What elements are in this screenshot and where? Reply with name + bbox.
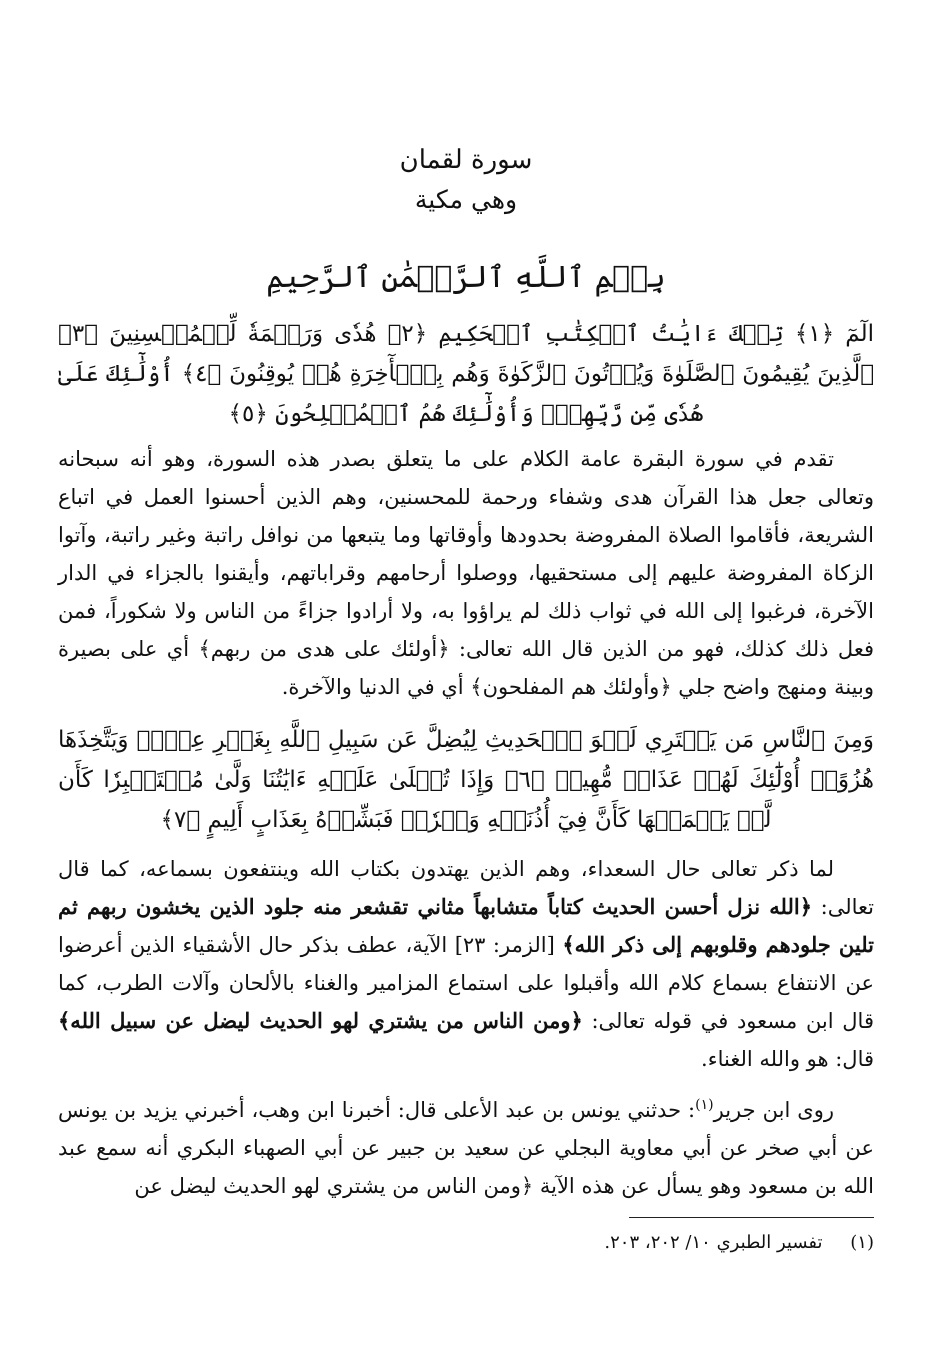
commentary-paragraph-1: تقدم في سورة البقرة عامة الكلام على ما يتعلق بصدر هذه السورة، وهو أنه سبحانه وتعالى جعل هذا القرآن هدى وشفاء ورحمة للمحسنين، وهم الذين أحسنوا العمل في اتباع الشريعة، فأقاموا الصلاة المفروضة بحدودها وأوقاتها وما يتبعها من نوافل راتبة وغير راتبة، وآتوا الزكاة المفروضة عليهم إلى مستحقيها، ووصلوا أرحامهم وقراباتهم، وأيقنوا بالجزاء في الدار الآخرة، فرغبوا إلى الله في ثواب ذلك لم يراؤوا به، ولا أرادوا جزاءً من الناس ولا شكوراً، فمن فعل ذلك كذلك، فهو من الذين قال الله تعالى: ﴿أولئك على هدى من ربهم﴾ أي على بصيرة وبينة ومنهج واضح جلي ﴿وأولئك هم المفلحون﴾ أي في الدنيا والآخرة. bbox=[58, 447, 874, 699]
footnote-text: تفسير الطبري ١٠/ ٢٠٢، ٢٠٣. bbox=[604, 1232, 823, 1253]
surah-title: سورة لقمان bbox=[399, 145, 533, 175]
footnote-number: (١) bbox=[850, 1232, 874, 1253]
quran-verses-6-7: وَمِنَ ٱلنَّاسِ مَن يَشۡتَرِي لَهۡوَ ٱلۡحَدِيثِ لِيُضِلَّ عَن سَبِيلِ ٱللَّهِ بِغَيۡرِ عِلۡمٖ وَيَتَّخِذَهَا هُزُوًاۚ أُوْلَٰٓئِكَ لَهُمۡ عَذَابٞ مُّهِينٞ ﴿٦﴾ وَإِذَا تُتۡلَىٰ عَلَيۡهِ ءَايَٰتُنَا وَلَّىٰ مُسۡتَكۡبِرٗا كَأَن لَّمۡ يَسۡمَعۡهَا كَأَنَّ فِيٓ أُذُنَيۡهِ وَقۡرٗاۖ فَبَشِّرۡهُ بِعَذَابٍ أَلِيمٍ ﴿٧﴾ bbox=[58, 727, 874, 833]
paragraph-text: لما ذكر تعالى حال السعداء، وهم الذين يهتدون بكتاب الله وينتفعون بسماعه، كما قال تعالى: bbox=[58, 857, 875, 919]
footnote-divider bbox=[629, 1217, 874, 1218]
commentary-paragraph-3 bbox=[58, 1086, 874, 1205]
quoted-verse-zumar: ﴿الله نزل أحسن الحديث كتاباً متشابهاً مثاني تقشعر منه جلود الذين يخشون ربهم ثم تلين جلودهم وقلوبهم إلى ذكر الله﴾ bbox=[58, 894, 875, 957]
commentary-paragraph-2 bbox=[58, 850, 874, 1078]
paragraph-text: روى ابن جرير bbox=[713, 1098, 834, 1122]
paragraph-text: : حدثني يونس بن عبد الأعلى قال: أخبرنا ابن وهب، أخبرني يزيد بن يونس عن أبي صخر عن أبي معاوية البجلي عن سعيد بن جبير عن أبي الصهباء البكري أنه سمع عبد الله بن مسعود وهو يسأل عن هذه الآية ﴿ومن الناس من يشتري لهو الحديث ليضل عن bbox=[58, 1098, 874, 1198]
footnote-reference: (١) bbox=[695, 1097, 714, 1113]
footnote bbox=[58, 1228, 874, 1258]
surah-subtitle: وهي مكية bbox=[414, 185, 518, 214]
paragraph-text: قال: هو والله الغناء. bbox=[701, 1047, 874, 1071]
quran-verses-1-5: الٓمٓ ﴿١﴾ تِلۡكَ ءَايَٰتُ ٱلۡكِتَٰبِ ٱلۡحَكِيمِ ﴿٢﴾ هُدٗى وَرَحۡمَةٗ لِّلۡمُحۡسِنِينَ ﴿٣﴾ ٱلَّذِينَ يُقِيمُونَ ٱلصَّلَوٰةَ وَيُؤۡتُونَ ٱلزَّكَوٰةَ وَهُم بِٱلۡأٓخِرَةِ هُمۡ يُوقِنُونَ ﴿٤﴾ أُوْلَٰٓئِكَ عَلَىٰ هُدٗى مِّن رَّبِّهِمۡۖ وَأُوْلَٰٓئِكَ هُمُ ٱلۡمُفۡلِحُونَ ﴿٥﴾ bbox=[58, 321, 875, 427]
quoted-verse-luqman: ﴿ومن الناس من يشتري لهو الحديث ليضل عن سبيل الله﴾ bbox=[58, 1008, 583, 1033]
title-block bbox=[58, 140, 874, 220]
basmala: بِسۡمِ ٱللَّهِ ٱلرَّحۡمَٰنِ ٱلرَّحِيمِ bbox=[266, 260, 666, 295]
paragraph-text: [الزمر: ٢٣] الآية، عطف بذكر حال الأشقياء الذين أعرضوا عن الانتفاع بسماع كلام الله وأقبلوا على استماع المزامير والغناء بالألحان وآلات الطرب، كما قال ابن مسعود في قوله تعالى: bbox=[58, 933, 874, 1033]
